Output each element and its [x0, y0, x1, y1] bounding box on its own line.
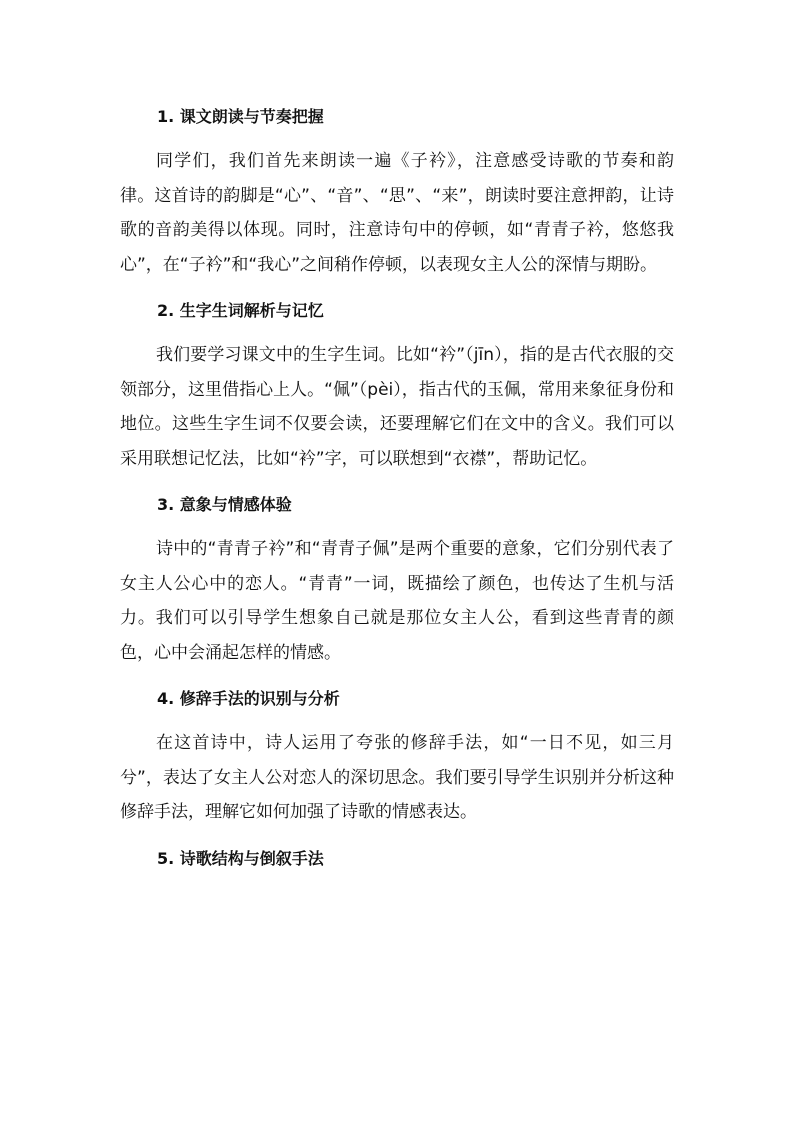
section-4-paragraph: 在这首诗中，诗人运用了夸张的修辞手法，如“一日不见，如三月兮”，表达了女主人公对恋人的深切思念。我们要引导学生识别并分析这种修辞手法，理解它如何加强了诗歌的情感表达。 [120, 733, 674, 822]
section-3-heading: 3. 意象与情感体验 [157, 495, 292, 514]
document-body [120, 100, 674, 876]
section-3-paragraph: 诗中的“青青子衿”和“青青子佩”是两个重要的意象，它们分别代表了女主人公心中的恋人。“青青”一词，既描绘了颜色，也传达了生机与活力。我们可以引导学生想象自己就是那位女主人公，看到这些青青的颜色，心中会涌起怎样的情感。 [120, 539, 674, 663]
section-2-paragraph: 我们要学习课文中的生字生词。比如“衿”（jīn），指的是古代衣服的交领部分，这里借指心上人。“佩”（pèi），指古代的玉佩，常用来象征身份和地位。这些生字生词不仅要会读，还要理解它们在文中的含义。我们可以采用联想记忆法，比如“衿”字，可以联想到“衣襟”，帮助记忆。 [120, 345, 674, 469]
section-5-heading: 5. 诗歌结构与倒叙手法 [157, 848, 324, 868]
section-4-heading: 4. 修辞手法的识别与分析 [157, 689, 340, 708]
section-1-heading: 1. 课文朗读与节奏把握 [157, 107, 324, 126]
section-2-heading: 2. 生字生词解析与记忆 [157, 301, 324, 320]
section-1-paragraph: 同学们，我们首先来朗读一遍《子衿》，注意感受诗歌的节奏和韵律。这首诗的韵脚是“心”、“音”、“思”、“来”，朗读时要注意押韵，让诗歌的音韵美得以体现。同时，注意诗句中的停顿，如“青青子衿，悠悠我心”，在“子衿”和“我心”之间稍作停顿，以表现女主人公的深情与期盼。 [120, 151, 674, 275]
